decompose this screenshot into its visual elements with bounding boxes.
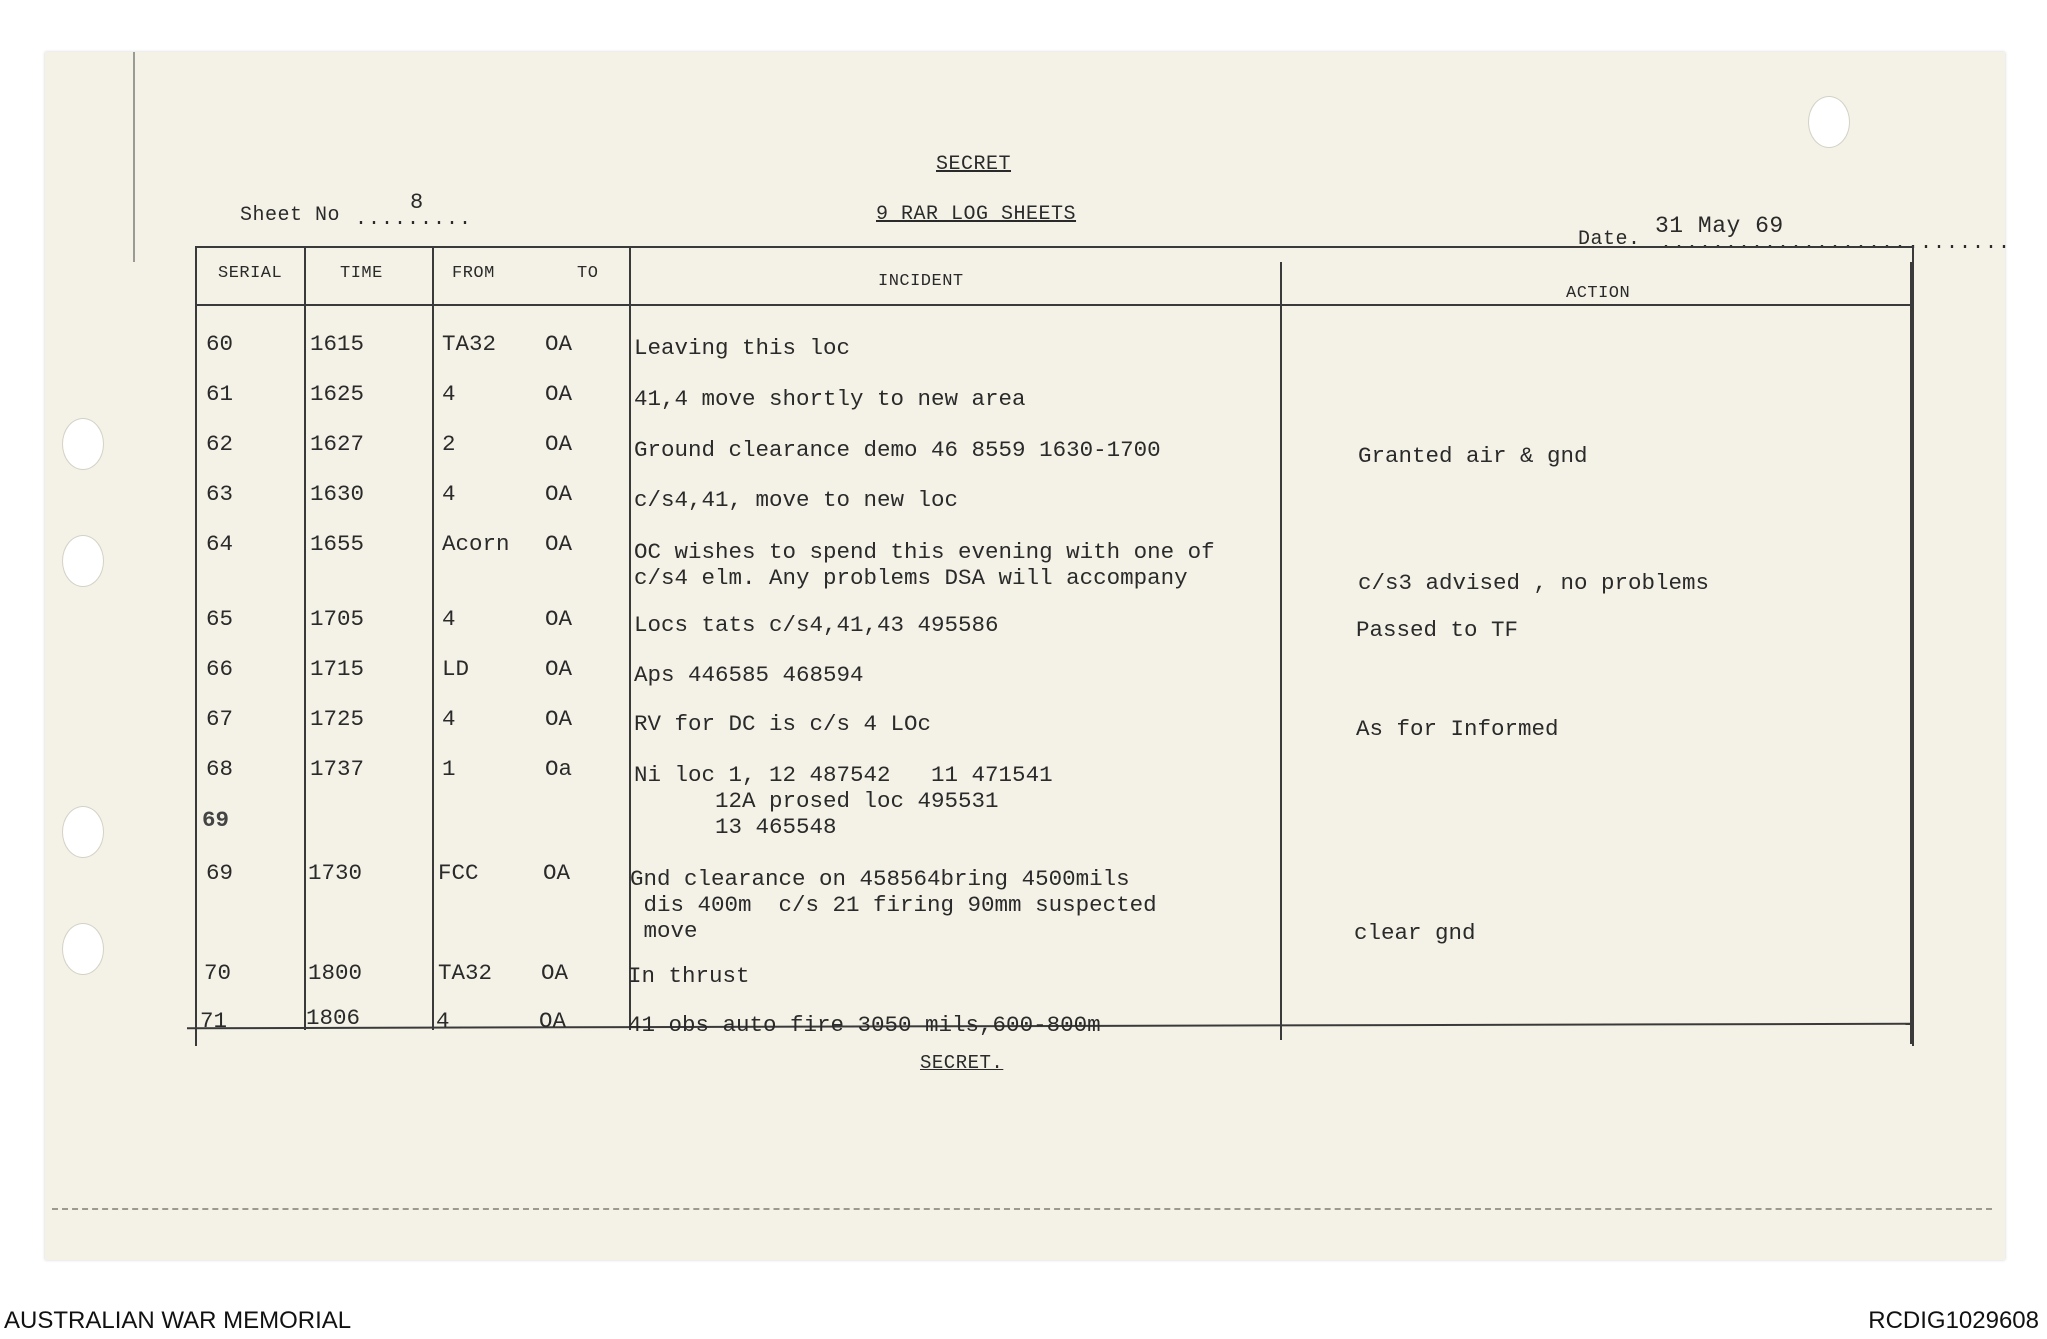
classification-bottom: SECRET.	[920, 1052, 1004, 1074]
serial-cell: 69	[206, 860, 234, 886]
from-cell: 4	[442, 381, 456, 407]
incident-cell: 41,4 move shortly to new area	[634, 386, 1026, 412]
incident-cell: RV for DC is c/s 4 LOc	[634, 711, 932, 737]
from-cell: 4	[442, 481, 456, 507]
header-time: TIME	[340, 264, 383, 283]
time-cell: 1800	[308, 960, 363, 986]
time-cell: 1630	[310, 481, 365, 507]
header-incident: INCIDENT	[878, 272, 964, 291]
incident-cell: Locs tats c/s4,41,43 495586	[634, 612, 999, 638]
footer-id: RCDIG1029608	[1868, 1307, 2039, 1334]
incident-cell: Leaving this loc	[634, 335, 851, 361]
serial-cell: 62	[206, 431, 234, 457]
incident-cell: Aps 446585 468594	[634, 662, 864, 688]
time-cell: 1655	[310, 531, 365, 557]
to-cell: OA	[543, 860, 571, 886]
serial-cell: 64	[206, 531, 234, 557]
incident-cell: In thrust	[628, 963, 750, 989]
incident-cell: 41 obs auto fire 3050 mils,600-800m	[628, 1012, 1101, 1038]
to-cell: OA	[545, 706, 573, 732]
from-cell: 4	[436, 1008, 450, 1034]
serial-cell: 66	[206, 656, 234, 682]
date-dots: ...........................	[1660, 232, 2012, 255]
time-cell: 1625	[310, 381, 365, 407]
serial-cell: 68	[206, 756, 234, 782]
classification-top: SECRET	[936, 153, 1012, 176]
time-cell: 1737	[310, 756, 365, 782]
header-to: TO	[577, 264, 599, 283]
to-cell: OA	[545, 606, 573, 632]
to-cell: OA	[545, 656, 573, 682]
incident-cell: OC wishes to spend this evening with one of c/s4 elm. Any problems DSA will accompany	[634, 539, 1215, 591]
time-cell: 1730	[308, 860, 363, 886]
to-cell: OA	[545, 481, 573, 507]
serial-cell: 65	[206, 606, 234, 632]
punch-hole	[1808, 96, 1850, 148]
incident-cell: Ground clearance demo 46 8559 1630-1700	[634, 437, 1161, 463]
col-divider	[432, 248, 434, 1030]
punch-hole	[62, 806, 104, 858]
from-cell: FCC	[438, 860, 479, 886]
header-from: FROM	[452, 264, 495, 283]
time-cell: 1725	[310, 706, 365, 732]
punch-hole	[62, 923, 104, 975]
incident-cell: c/s4,41, move to new loc	[634, 487, 959, 513]
time-cell: 1806	[306, 1005, 361, 1031]
action-cell: c/s3 advised , no problems	[1358, 570, 1710, 596]
sheet-label: Sheet No	[240, 204, 341, 227]
action-cell: Passed to TF	[1356, 617, 1519, 643]
from-cell: TA32	[438, 960, 493, 986]
action-cell: Granted air & gnd	[1358, 443, 1588, 469]
from-cell: LD	[442, 656, 470, 682]
to-cell: OA	[545, 381, 573, 407]
punch-hole	[62, 418, 104, 470]
incident-cell: Ni loc 1, 12 487542 11 471541 12A prosed loc 495531 13 465548	[634, 762, 1053, 840]
serial-cell: 67	[206, 706, 234, 732]
time-cell: 1627	[310, 431, 365, 457]
punch-hole	[62, 535, 104, 587]
col-divider	[1910, 262, 1912, 1044]
page-title: 9 RAR LOG SHEETS	[876, 203, 1077, 226]
action-cell: As for Informed	[1356, 716, 1559, 742]
date-label: Date.	[1578, 228, 1641, 251]
from-cell: 4	[442, 606, 456, 632]
time-cell: 1705	[310, 606, 365, 632]
serial-cell: 61	[206, 381, 234, 407]
to-cell: OA	[539, 1008, 567, 1034]
serial-cell: 71	[200, 1008, 228, 1034]
from-cell: 2	[442, 431, 456, 457]
date-value: 31 May 69	[1655, 213, 1784, 239]
to-cell: OA	[541, 960, 569, 986]
header-serial: SERIAL	[218, 264, 283, 283]
sheet-number: 8	[410, 190, 424, 215]
col-divider	[1280, 262, 1282, 1040]
footer-credit: AUSTRALIAN WAR MEMORIAL	[4, 1307, 352, 1334]
sheet-dots: .........	[355, 208, 473, 231]
to-cell: Oa	[545, 756, 573, 782]
time-cell: 1615	[310, 331, 365, 357]
serial-cell: 63	[206, 481, 234, 507]
header-action: ACTION	[1566, 284, 1631, 303]
serial-cell: 70	[204, 960, 232, 986]
from-cell: Acorn	[442, 531, 510, 557]
serial-cell: 60	[206, 331, 234, 357]
to-cell: OA	[545, 331, 573, 357]
from-cell: 1	[442, 756, 456, 782]
header-rule	[195, 304, 1912, 306]
struck-serial: 69	[202, 807, 230, 833]
action-cell: clear gnd	[1354, 920, 1476, 946]
from-cell: TA32	[442, 331, 497, 357]
incident-cell: Gnd clearance on 458564bring 4500mils dis 400m c/s 21 firing 90mm suspected move	[630, 866, 1157, 944]
to-cell: OA	[545, 431, 573, 457]
to-cell: OA	[545, 531, 573, 557]
from-cell: 4	[442, 706, 456, 732]
col-divider	[304, 248, 306, 1030]
binding-line	[52, 1208, 1992, 1211]
margin-line	[133, 52, 135, 262]
time-cell: 1715	[310, 656, 365, 682]
